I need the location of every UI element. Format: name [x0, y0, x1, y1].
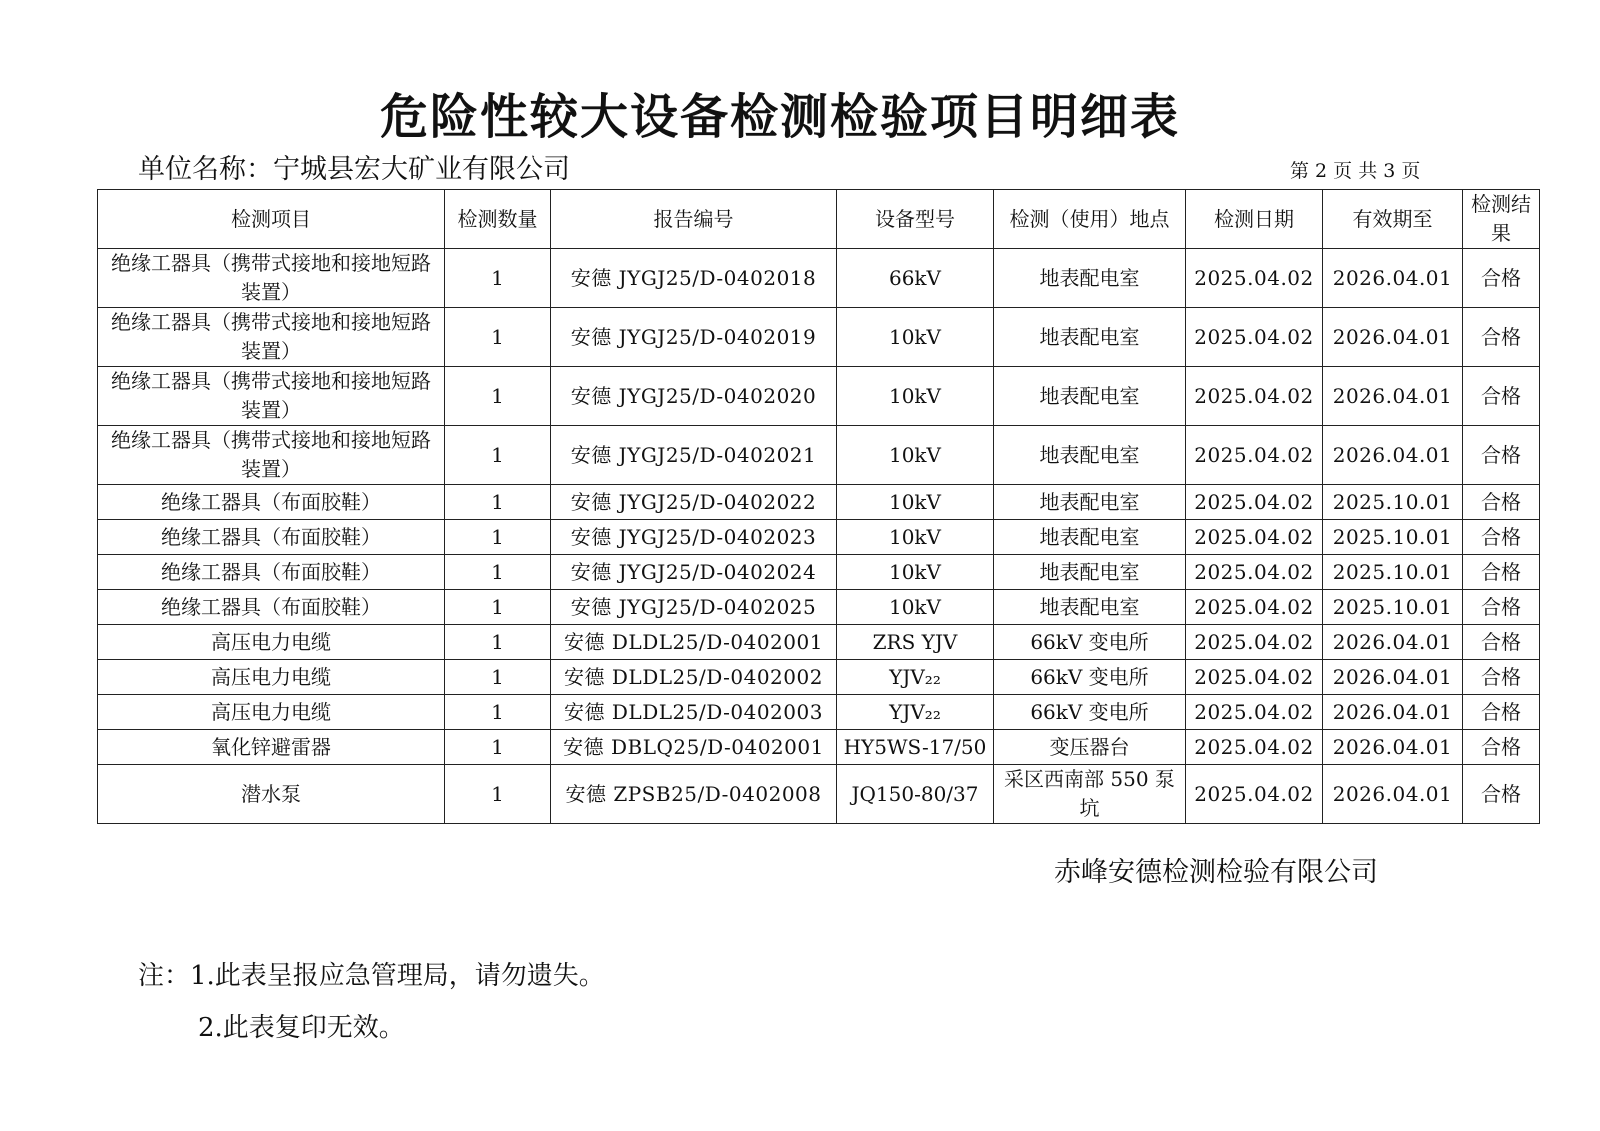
cell-report-no: 安德 JYGJ25/D-0402022 — [551, 485, 837, 520]
cell-result: 合格 — [1463, 660, 1540, 695]
table-row — [98, 660, 1540, 695]
cell-location: 地表配电室 — [994, 520, 1186, 555]
cell-report-no: 安德 DLDL25/D-0402002 — [551, 660, 837, 695]
cell-valid-until: 2026.04.01 — [1323, 308, 1463, 367]
unit-name: 单位名称：宁城县宏大矿业有限公司 — [138, 154, 570, 185]
cell-report-no: 安德 DLDL25/D-0402001 — [551, 625, 837, 660]
cell-item: 氧化锌避雷器 — [98, 730, 445, 765]
cell-valid-until: 2025.10.01 — [1323, 555, 1463, 590]
cell-item: 高压电力电缆 — [98, 695, 445, 730]
cell-quantity: 1 — [445, 520, 551, 555]
cell-test-date: 2025.04.02 — [1186, 426, 1323, 485]
cell-valid-until: 2026.04.01 — [1323, 249, 1463, 308]
document-title: 危险性较大设备检测检验项目明细表 — [379, 89, 1180, 145]
cell-report-no: 安德 JYGJ25/D-0402024 — [551, 555, 837, 590]
cell-quantity: 1 — [445, 555, 551, 590]
cell-item: 绝缘工器具（布面胶鞋） — [98, 485, 445, 520]
table-row — [98, 765, 1540, 824]
cell-model: JQ150-80/37 — [837, 765, 994, 824]
company-name: 赤峰安德检测检验有限公司 — [1054, 857, 1378, 888]
cell-location: 地表配电室 — [994, 590, 1186, 625]
cell-test-date: 2025.04.02 — [1186, 485, 1323, 520]
cell-model: 10kV — [837, 485, 994, 520]
cell-report-no: 安德 DLDL25/D-0402003 — [551, 695, 837, 730]
cell-valid-until: 2026.04.01 — [1323, 765, 1463, 824]
cell-report-no: 安德 JYGJ25/D-0402020 — [551, 367, 837, 426]
cell-test-date: 2025.04.02 — [1186, 367, 1323, 426]
cell-valid-until: 2025.10.01 — [1323, 590, 1463, 625]
cell-item: 绝缘工器具（携带式接地和接地短路装置） — [98, 308, 445, 367]
cell-item: 高压电力电缆 — [98, 625, 445, 660]
header-cell: 检测结果 — [1463, 190, 1540, 249]
inspection-table — [97, 189, 1540, 824]
header-cell: 有效期至 — [1323, 190, 1463, 249]
cell-item: 绝缘工器具（携带式接地和接地短路装置） — [98, 426, 445, 485]
cell-test-date: 2025.04.02 — [1186, 555, 1323, 590]
cell-location: 地表配电室 — [994, 555, 1186, 590]
cell-model: 10kV — [837, 555, 994, 590]
table-row — [98, 367, 1540, 426]
cell-report-no: 安德 JYGJ25/D-0402019 — [551, 308, 837, 367]
cell-test-date: 2025.04.02 — [1186, 590, 1323, 625]
cell-model: 10kV — [837, 590, 994, 625]
cell-item: 绝缘工器具（携带式接地和接地短路装置） — [98, 367, 445, 426]
cell-location: 地表配电室 — [994, 367, 1186, 426]
cell-valid-until: 2026.04.01 — [1323, 625, 1463, 660]
cell-location: 66kV 变电所 — [994, 695, 1186, 730]
cell-result: 合格 — [1463, 485, 1540, 520]
cell-report-no: 安德 JYGJ25/D-0402018 — [551, 249, 837, 308]
cell-model: YJV₂₂ — [837, 660, 994, 695]
cell-report-no: 安德 JYGJ25/D-0402021 — [551, 426, 837, 485]
cell-item: 绝缘工器具（布面胶鞋） — [98, 590, 445, 625]
cell-item: 高压电力电缆 — [98, 660, 445, 695]
cell-valid-until: 2025.10.01 — [1323, 520, 1463, 555]
cell-test-date: 2025.04.02 — [1186, 308, 1323, 367]
cell-test-date: 2025.04.02 — [1186, 695, 1323, 730]
header-cell: 检测日期 — [1186, 190, 1323, 249]
cell-quantity: 1 — [445, 660, 551, 695]
cell-report-no: 安德 DBLQ25/D-0402001 — [551, 730, 837, 765]
cell-report-no: 安德 JYGJ25/D-0402025 — [551, 590, 837, 625]
cell-quantity: 1 — [445, 426, 551, 485]
page-info: 第 2 页 共 3 页 — [1290, 160, 1421, 182]
table-row — [98, 590, 1540, 625]
cell-result: 合格 — [1463, 695, 1540, 730]
cell-model: YJV₂₂ — [837, 695, 994, 730]
cell-model: ZRS YJV — [837, 625, 994, 660]
header-cell: 设备型号 — [837, 190, 994, 249]
cell-result: 合格 — [1463, 590, 1540, 625]
cell-quantity: 1 — [445, 590, 551, 625]
cell-model: HY5WS-17/50 — [837, 730, 994, 765]
cell-location: 地表配电室 — [994, 426, 1186, 485]
cell-item: 绝缘工器具（布面胶鞋） — [98, 520, 445, 555]
cell-report-no: 安德 JYGJ25/D-0402023 — [551, 520, 837, 555]
cell-result: 合格 — [1463, 730, 1540, 765]
cell-valid-until: 2025.10.01 — [1323, 485, 1463, 520]
cell-model: 10kV — [837, 367, 994, 426]
note-2: 2.此表复印无效。 — [198, 1013, 405, 1043]
cell-test-date: 2025.04.02 — [1186, 730, 1323, 765]
table-row — [98, 730, 1540, 765]
cell-result: 合格 — [1463, 308, 1540, 367]
cell-location: 变压器台 — [994, 730, 1186, 765]
cell-location: 地表配电室 — [994, 308, 1186, 367]
cell-quantity: 1 — [445, 730, 551, 765]
table-row — [98, 426, 1540, 485]
cell-quantity: 1 — [445, 367, 551, 426]
cell-test-date: 2025.04.02 — [1186, 765, 1323, 824]
cell-quantity: 1 — [445, 625, 551, 660]
cell-result: 合格 — [1463, 249, 1540, 308]
header-cell: 检测数量 — [445, 190, 551, 249]
cell-item: 绝缘工器具（布面胶鞋） — [98, 555, 445, 590]
note-1: 注：1.此表呈报应急管理局，请勿遗失。 — [138, 961, 605, 991]
table-row — [98, 695, 1540, 730]
cell-valid-until: 2026.04.01 — [1323, 660, 1463, 695]
table-row — [98, 308, 1540, 367]
cell-quantity: 1 — [445, 485, 551, 520]
cell-quantity: 1 — [445, 765, 551, 824]
cell-test-date: 2025.04.02 — [1186, 520, 1323, 555]
cell-test-date: 2025.04.02 — [1186, 625, 1323, 660]
table-row — [98, 625, 1540, 660]
cell-result: 合格 — [1463, 625, 1540, 660]
cell-result: 合格 — [1463, 426, 1540, 485]
header-cell: 检测（使用）地点 — [994, 190, 1186, 249]
cell-test-date: 2025.04.02 — [1186, 660, 1323, 695]
cell-result: 合格 — [1463, 555, 1540, 590]
cell-location: 地表配电室 — [994, 485, 1186, 520]
table-row — [98, 520, 1540, 555]
cell-model: 10kV — [837, 520, 994, 555]
table-row — [98, 555, 1540, 590]
cell-item: 潜水泵 — [98, 765, 445, 824]
cell-result: 合格 — [1463, 367, 1540, 426]
cell-report-no: 安德 ZPSB25/D-0402008 — [551, 765, 837, 824]
cell-test-date: 2025.04.02 — [1186, 249, 1323, 308]
cell-quantity: 1 — [445, 249, 551, 308]
cell-result: 合格 — [1463, 765, 1540, 824]
cell-valid-until: 2026.04.01 — [1323, 367, 1463, 426]
table-row — [98, 249, 1540, 308]
table-row — [98, 485, 1540, 520]
cell-valid-until: 2026.04.01 — [1323, 695, 1463, 730]
cell-location: 地表配电室 — [994, 249, 1186, 308]
table-header-row — [98, 190, 1540, 249]
header-cell: 报告编号 — [551, 190, 837, 249]
cell-location: 采区西南部 550 泵坑 — [994, 765, 1186, 824]
cell-valid-until: 2026.04.01 — [1323, 730, 1463, 765]
cell-model: 10kV — [837, 426, 994, 485]
cell-location: 66kV 变电所 — [994, 660, 1186, 695]
cell-quantity: 1 — [445, 308, 551, 367]
cell-location: 66kV 变电所 — [994, 625, 1186, 660]
cell-quantity: 1 — [445, 695, 551, 730]
cell-result: 合格 — [1463, 520, 1540, 555]
cell-model: 66kV — [837, 249, 994, 308]
header-cell: 检测项目 — [98, 190, 445, 249]
cell-model: 10kV — [837, 308, 994, 367]
cell-item: 绝缘工器具（携带式接地和接地短路装置） — [98, 249, 445, 308]
cell-valid-until: 2026.04.01 — [1323, 426, 1463, 485]
